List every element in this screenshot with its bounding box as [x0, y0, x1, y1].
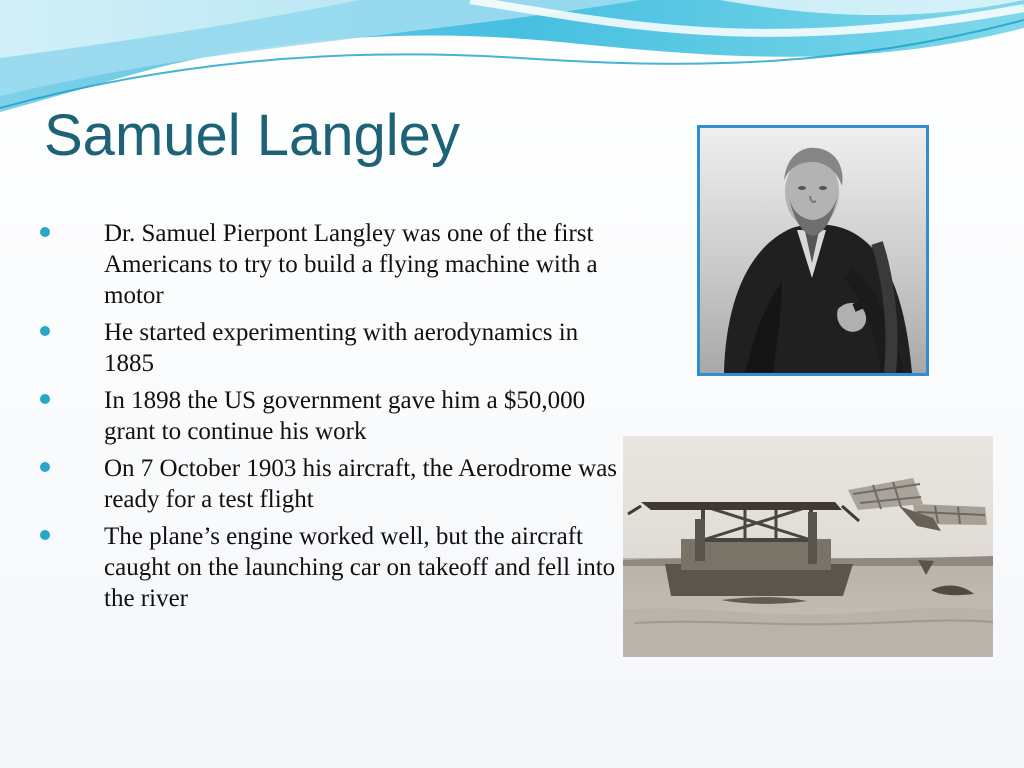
bullet-marker: [40, 326, 50, 336]
bullet-item: [36, 521, 626, 614]
bullet-marker: [40, 394, 50, 404]
aerodrome-photo: [623, 436, 993, 657]
aircraft-image: [623, 436, 993, 657]
slide-title: Samuel Langley: [44, 103, 460, 168]
bullet-item: [36, 317, 626, 379]
bullet-item: [36, 218, 626, 311]
bullet-marker: [40, 530, 50, 540]
bullet-marker: [40, 227, 50, 237]
bullet-text: He started experimenting with aerodynamics in 1885: [104, 319, 579, 377]
portrait-photo: [697, 125, 929, 376]
bullet-list: [36, 218, 626, 620]
bullet-text: Dr. Samuel Pierpont Langley was one of the first Americans to try to build a flying machine with a motor: [104, 220, 598, 309]
bullet-item: [36, 453, 626, 515]
bullet-marker: [40, 462, 50, 472]
bullet-text: The plane’s engine worked well, but the aircraft caught on the launching car on takeoff and fell into the river: [104, 523, 616, 612]
bullet-text: In 1898 the US government gave him a $50,000 grant to continue his work: [104, 387, 586, 445]
portrait-image: [700, 128, 926, 373]
bullet-item: [36, 385, 626, 447]
bullet-text: On 7 October 1903 his aircraft, the Aerodrome was ready for a test flight: [104, 455, 618, 513]
